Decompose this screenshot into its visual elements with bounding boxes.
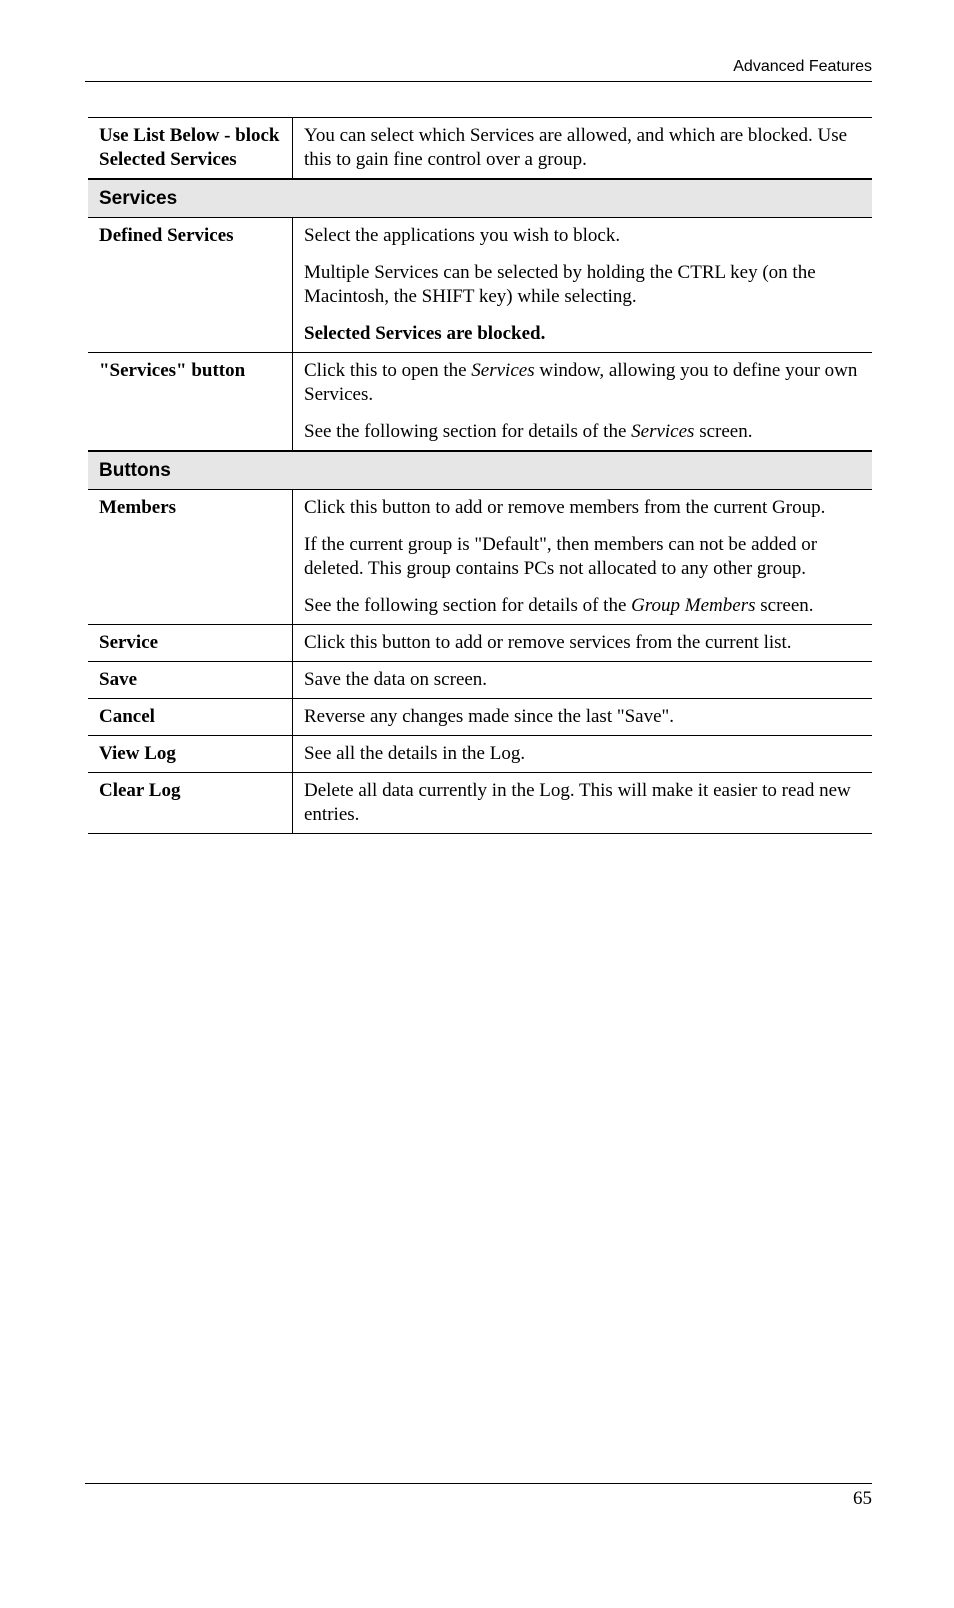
running-footer (85, 1483, 872, 1510)
table-row (88, 662, 872, 699)
term-use-list: Use List Below - block Selected Services (88, 118, 293, 180)
desc-clear-log: Delete all data currently in the Log. This will make it easier to read new entries. (293, 773, 873, 834)
desc-members: Click this button to add or remove members from the current Group. If the current group is "Default", then members can not be added or deleted. This group contains PCs not allocated to any other group. See the following section for details of the Group Members screen. (293, 490, 873, 625)
desc-use-list: You can select which Services are allowed, and which are blocked. Use this to gain fine control over a group. (293, 118, 873, 180)
table-row (88, 625, 872, 662)
section-header-services: Services (88, 179, 872, 218)
running-header (85, 57, 872, 82)
desc-service: Click this button to add or remove services from the current list. (293, 625, 873, 662)
term-members: Members (88, 490, 293, 625)
term-services-button: "Services" button (88, 353, 293, 452)
term-service: Service (88, 625, 293, 662)
table-row (88, 736, 872, 773)
table-row (88, 773, 872, 834)
header-title: Advanced Features (733, 58, 872, 75)
term-view-log: View Log (88, 736, 293, 773)
table-row (88, 353, 872, 452)
definition-table (88, 117, 872, 834)
table-row (88, 490, 872, 625)
term-defined-services: Defined Services (88, 218, 293, 353)
term-cancel: Cancel (88, 699, 293, 736)
term-clear-log: Clear Log (88, 773, 293, 834)
term-save: Save (88, 662, 293, 699)
desc-services-button: Click this to open the Services window, allowing you to define your own Services. See the following section for details of the Services screen. (293, 353, 873, 452)
desc-cancel: Reverse any changes made since the last "Save". (293, 699, 873, 736)
table-row (88, 218, 872, 353)
desc-defined-services: Select the applications you wish to block. Multiple Services can be selected by holding the CTRL key (on the Macintosh, the SHIFT key) while selecting. Selected Services are blocked. (293, 218, 873, 353)
page-number: 65 (853, 1488, 872, 1509)
section-header-buttons: Buttons (88, 451, 872, 490)
desc-view-log: See all the details in the Log. (293, 736, 873, 773)
desc-save: Save the data on screen. (293, 662, 873, 699)
table-row (88, 699, 872, 736)
table-row (88, 118, 872, 180)
